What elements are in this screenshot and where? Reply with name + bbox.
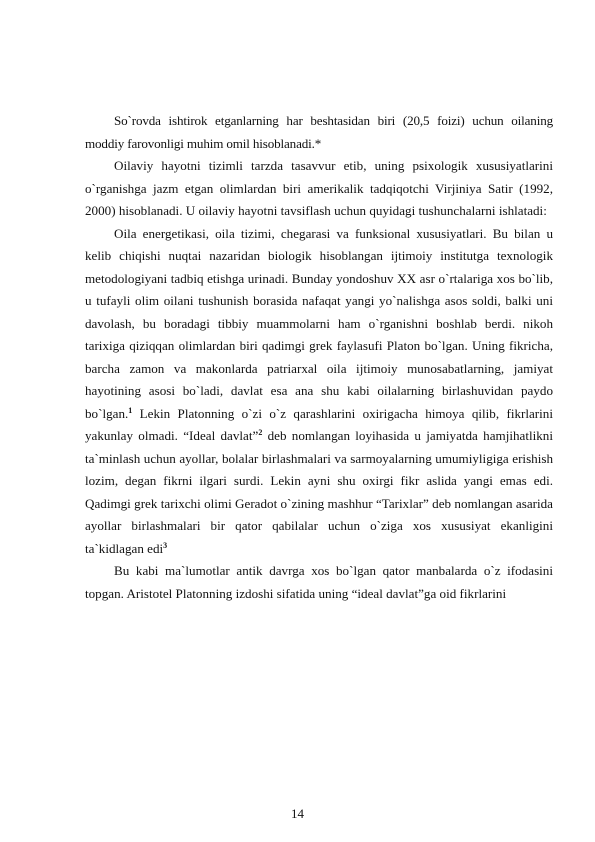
- page-number: 14: [291, 806, 304, 821]
- paragraph-text: Oila energetikasi, oila tizimi, chegarasi va funksional xususiyatlari. Bu bilan u kelib chiqishi nuqtai nazaridan biologik hisoblangan ijtimoiy institutga texnologik metodologiyani tadbiq etishga urinadi. Bunday yondoshuv XX asr o`rtalariga xos bo`lib, u tufayli olim oilani tushunish borasida nafaqat yangi yo`nalishga asos soldi, balki uni davolash, bu boradagi tibbiy muammolarni ham o`rganishni boshlab berdi. nikoh tarixiga qiziqqan olimlardan biri qadimgi grek faylasufi Platon bo`lgan. Uning fikricha, barcha zamon va makonlarda patriarxal oila ijtimoiy munosabatlarning, jamiyat hayotining asosi bo`ladi, davlat esa ana shu kabi oilalarning birlashuvidan paydo bo`lgan.: [85, 225, 553, 421]
- footnote-marker-2[interactable]: 2: [258, 428, 263, 437]
- body-text: [85, 110, 553, 605]
- paragraph-antiquity: Bu kabi ma`lumotlar antik davrga xos bo`lgan qator manbalarda o`z ifodasini topgan. Aristotel Platonning izdoshi sifatida uning “ideal davlat”ga oid fikrlarini: [85, 563, 553, 601]
- footnote-marker-3[interactable]: 3: [163, 540, 168, 550]
- paragraph-text: Lekin Platonning o`zi o`z qarashlarini oxirigacha himoya qilib, fikrlarini yakunlay olmadi. “Ideal davlat”: [85, 405, 553, 443]
- paragraph-satir: Oilaviy hayotni tizimli tarzda tasavvur etib, uning psixologik xususiyatlarini o`rganishga jazm etgan olimlardan biri amerikalik tadqiqotchi Virjiniya Satir (1992, 2000) hisoblanadi. U oilaviy hayotni tavsiflash uchun quyidagi tushunchalarni ishlatadi:: [85, 158, 553, 218]
- paragraph-text: deb nomlangan loyihasida u jamiyatda hamjihatlikni ta`minlash uchun ayollar, bolalar birlashmalari va sarmoyalarning umumiyligiga erishish lozim, degan fikrni ilgari surdi. Lekin ayni shu oxirgi fikr aslida yangi emas edi. Qadimgi grek tarixchi olimi Geradot o`zining mashhur “Tarixlar” deb nomlangan asarida ayollar birlashmalari bir qator qabilalar uchun o`ziga xos xususiyat ekanligini ta`kidlagan edi: [85, 428, 553, 556]
- paragraph-family-energetics: [85, 223, 553, 561]
- paragraph-survey: So`rovda ishtirok etganlarning har beshtasidan biri (20,5 foizi) uchun oilaning moddiy farovonligi muhim omil hisoblanadi.*: [85, 113, 553, 151]
- footnote-marker-1[interactable]: 1: [128, 405, 133, 415]
